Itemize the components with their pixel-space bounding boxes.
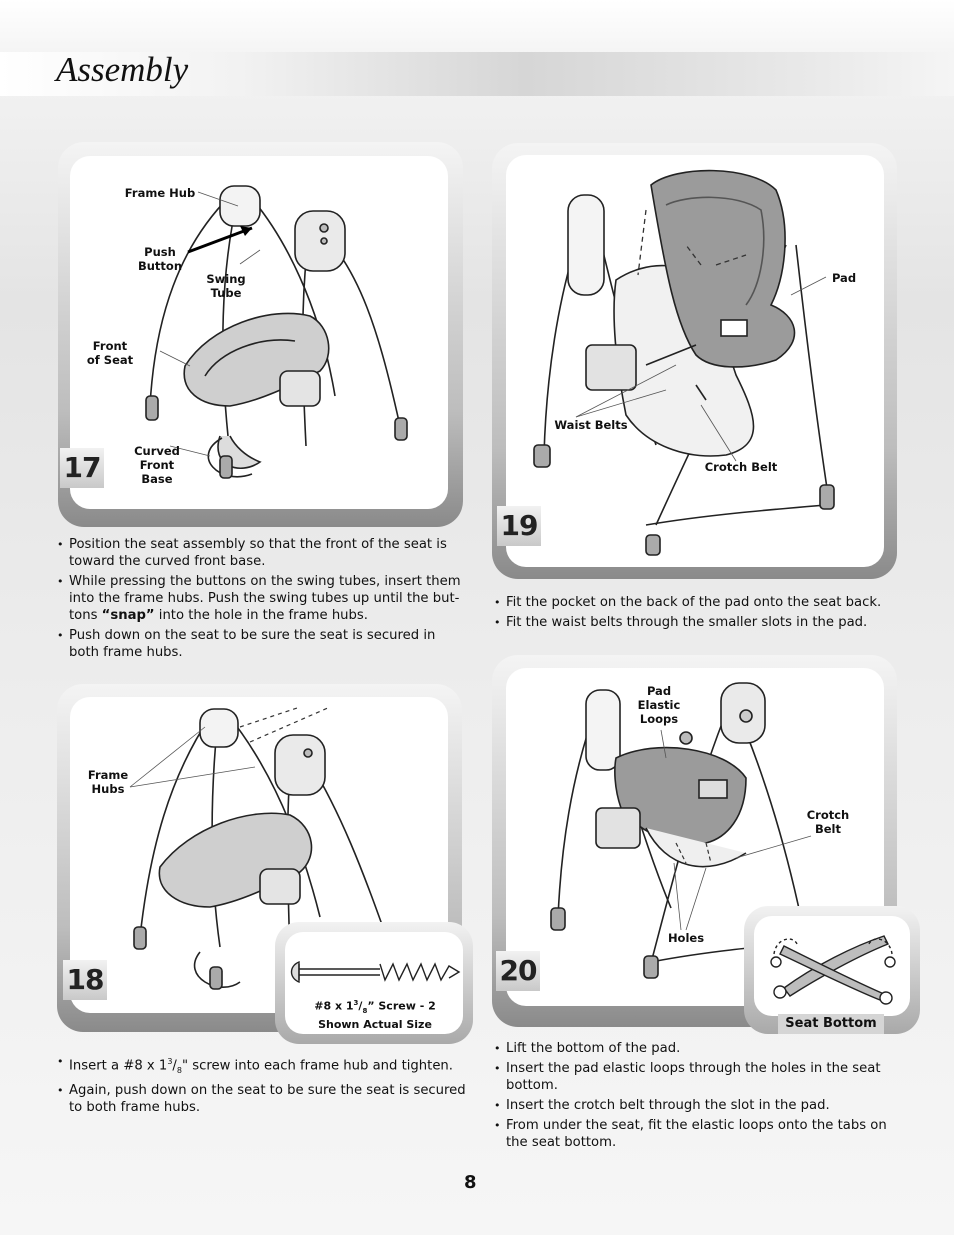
screw-caption-line2: Shown Actual Size [318, 1017, 432, 1031]
step-17-number: 17 [60, 448, 104, 488]
screw-callout-inner [285, 932, 463, 1034]
label-push-button-line1: Push [144, 245, 176, 259]
step-20-instructions [494, 1040, 889, 1154]
label-pel-line3: Loops [639, 712, 679, 726]
step-18-instruction-1-pre: Insert a #8 x 1 [69, 1058, 168, 1074]
step-18-number: 18 [63, 960, 107, 1000]
screw-caption-sup: 3 [353, 999, 359, 1007]
screw-callout [275, 922, 473, 1044]
screw-caption [305, 996, 445, 1032]
step-17-illustration [70, 156, 448, 509]
seat-bottom-straps-icon [754, 916, 910, 1016]
screw-caption-sub: 8 [362, 1006, 368, 1015]
step-19-instruction-2: • Fit the waist belts through the smaller slots in the pad. [494, 614, 904, 631]
label-cb20-line1: Crotch [806, 808, 850, 822]
page-number: 8 [464, 1172, 477, 1193]
step-20-instruction-1: • Lift the bottom of the pad. [494, 1040, 889, 1057]
screw-caption-prefix: #8 x 1 [314, 999, 354, 1013]
step-19-number: 19 [497, 506, 541, 546]
screw-caption-rest: ” Screw - 2 [367, 999, 436, 1013]
step-19-illustration [506, 155, 884, 567]
label-pel-line2: Elastic [637, 698, 681, 712]
step-18-instruction-1-post: " screw into each frame hub and tighten. [181, 1058, 453, 1074]
label-swing-tube-line2: Tube [210, 286, 242, 300]
screw-caption-line1: #8 x $1^3/_8$” Screw - 2 [314, 999, 436, 1015]
step-17-panel [58, 142, 463, 527]
step-20-instruction-3: • Insert the crotch belt through the slot in the pad. [494, 1097, 889, 1114]
swing-pad-illustration-19 [506, 155, 884, 567]
label-swing-tube [196, 272, 256, 300]
label-waist-belts: Waist Belts [554, 418, 628, 432]
step-19-instruction-1: • Fit the pocket on the back of the pad onto the seat back. [494, 594, 904, 611]
label-swing-tube-line1: Swing [206, 272, 246, 286]
label-push-button [130, 245, 190, 273]
label-front-of-seat [80, 339, 140, 367]
label-frame-hub: Frame Hub [124, 186, 196, 200]
step-19-instructions [494, 594, 904, 634]
label-front-of-seat-line2: of Seat [86, 353, 134, 367]
snap-word: “snap” [101, 608, 155, 623]
label-curved-front-base [124, 444, 190, 486]
label-curved-line2: Front [139, 458, 175, 472]
step-19-panel [492, 143, 897, 579]
page-title: Assembly [56, 50, 189, 89]
label-cb20-line2: Belt [814, 822, 841, 836]
seat-bottom-inner [754, 916, 910, 1016]
label-frame-hubs-line2: Hubs [91, 782, 125, 796]
label-pel-line1: Pad [646, 684, 672, 698]
label-front-of-seat-line1: Front [92, 339, 128, 353]
step-17-instructions [57, 536, 467, 664]
step-18-instruction-1: • Insert a #8 x $1^3/_8$" screw into each frame hub and tighten. [57, 1053, 467, 1079]
step-20-instruction-2: • Insert the pad elastic loops through the holes in the seat bottom. [494, 1060, 889, 1094]
step-18-instruction-1-sup: 3 [167, 1057, 173, 1066]
step-20-number: 20 [496, 951, 540, 991]
step-18-instructions [57, 1053, 467, 1119]
label-pad: Pad [831, 271, 857, 285]
screw-icon [285, 942, 463, 1002]
step-17-instruction-3: • Push down on the seat to be sure the seat is secured in both frame hubs. [57, 627, 467, 661]
step-20-instruction-4: • From under the seat, fit the elastic loops onto the tabs on the seat bottom. [494, 1117, 889, 1151]
step-17-instruction-2-text: While pressing the buttons on the swing tubes, insert them into the frame hubs. Push the swing tubes up until the but-tons [69, 574, 461, 623]
label-holes: Holes [667, 931, 705, 945]
step-18-instruction-2: • Again, push down on the seat to be sure the seat is secured to both frame hubs. [57, 1082, 467, 1116]
label-crotch-belt: Crotch Belt [704, 460, 778, 474]
label-frame-hubs-line1: Frame [87, 768, 129, 782]
label-pad-elastic-loops [626, 684, 692, 726]
step-18-instruction-1-sub: 8 [176, 1066, 182, 1076]
step-17-instruction-2 [57, 573, 467, 624]
label-frame-hubs [78, 768, 138, 796]
step-17-instruction-1: • Position the seat assembly so that the front of the seat is toward the curved front base. [57, 536, 467, 570]
label-push-button-line2: Button [137, 259, 183, 273]
label-seat-bottom: Seat Bottom [778, 1014, 884, 1034]
label-curved-line1: Curved [134, 444, 180, 458]
label-crotch-belt-20 [798, 808, 858, 836]
step-17-instruction-2-rest: into the hole in the frame hubs. [154, 608, 368, 623]
label-curved-line3: Base [141, 472, 173, 486]
